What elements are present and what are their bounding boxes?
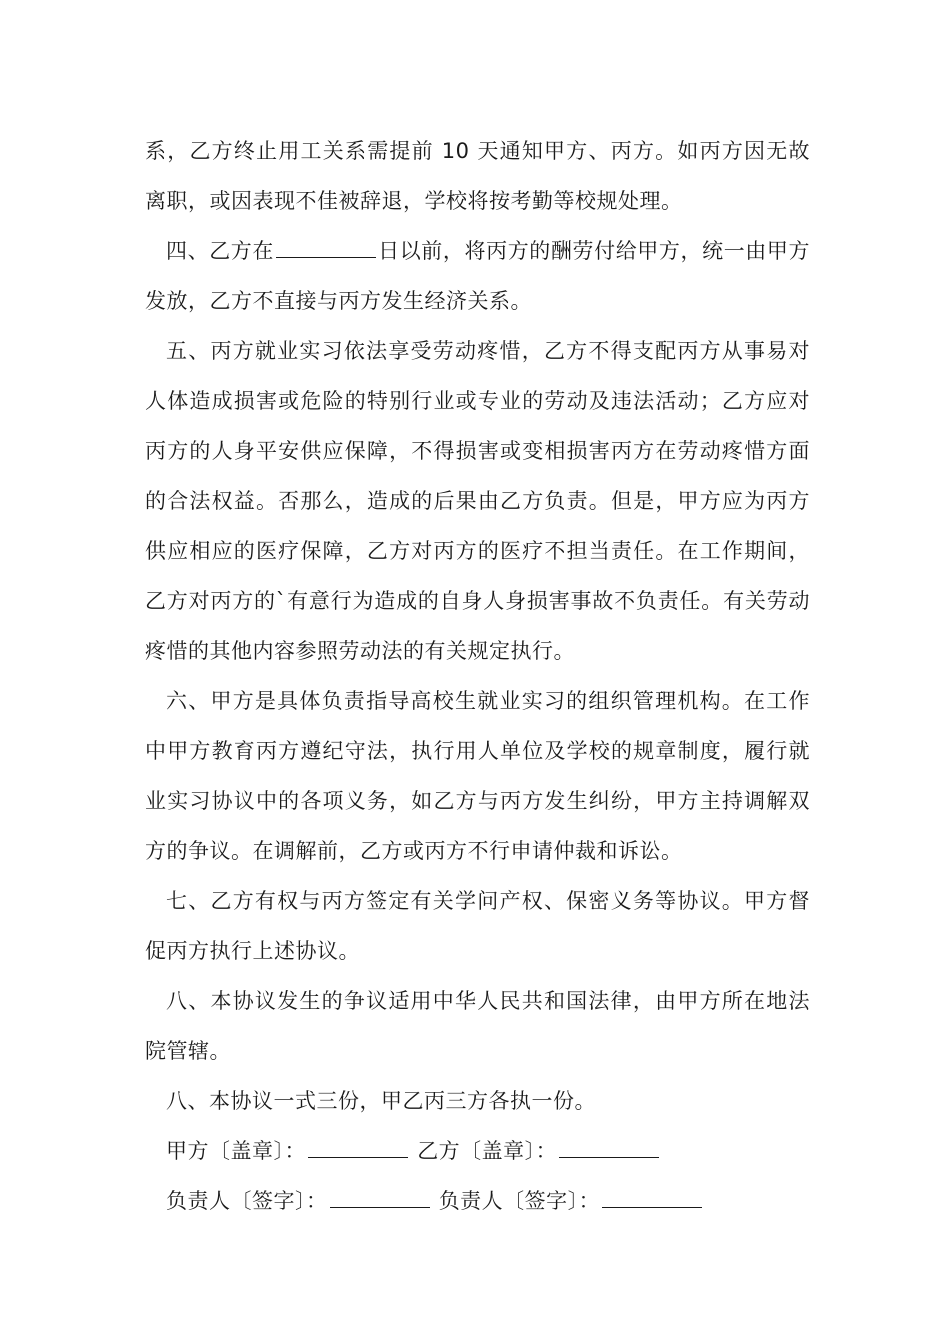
party-b-responsible-label: 负责人〔签字〕： (438, 1189, 601, 1213)
paragraph-clause-6: 六、甲方是具体负责指导高校生就业实习的组织管理机构。在工作中甲方教育丙方遵纪守法，执行用人单位及学校的规章制度，履行就业实习协议中的各项义务，如乙方与丙方发生纠纷，甲方主持调解双方的争议。在调解前，乙方或丙方不行申请仲裁和诉讼。 (145, 689, 810, 863)
clause-4-text-before: 四、乙方在 (166, 239, 274, 263)
paragraph-clause-5: 五、丙方就业实习依法享受劳动疼惜，乙方不得支配丙方从事易对人体造成损害或危险的特别行业或专业的劳动及违法活动；乙方应对丙方的人身平安供应保障，不得损害或变相损害丙方在劳动疼惜方面的合法权益。否那么，造成的后果由乙方负责。但是，甲方应为丙方供应相应的医疗保障，乙方对丙方的医疗不担当责任。在工作期间，乙方对丙方的`有意行为造成的自身人身损害事故不负责任。有关劳动疼惜的其他内容参照劳动法的有关规定执行。 (145, 339, 810, 663)
paragraph-clause-8-copies: 八、本协议一式三份，甲乙丙三方各执一份。 (166, 1089, 596, 1113)
clause-4-text-after: 日以前，将丙方的酬劳付给甲方，统一由甲方发放，乙方不直接与丙方发生经济关系。 (145, 239, 810, 313)
party-a-signature-blank[interactable] (330, 1185, 430, 1208)
party-a-seal-label: 甲方〔盖章〕： (166, 1139, 306, 1163)
signature-row-responsible (145, 1176, 810, 1226)
paragraph-clause-4 (145, 226, 810, 326)
signature-row-seal (145, 1126, 810, 1176)
party-a-seal-blank[interactable] (308, 1135, 408, 1158)
date-blank-line[interactable] (276, 235, 376, 258)
paragraph-clause-7: 七、乙方有权与丙方签定有关学问产权、保密义务等协议。甲方督促丙方执行上述协议。 (145, 889, 810, 963)
party-a-responsible-label: 负责人〔签字〕： (166, 1189, 328, 1213)
paragraph-continuation: 系，乙方终止用工关系需提前 10 天通知甲方、丙方。如丙方因无故离职，或因表现不佳被辞退，学校将按考勤等校规处理。 (145, 139, 810, 213)
party-b-signature-blank[interactable] (602, 1185, 702, 1208)
document-body (145, 126, 810, 1226)
party-b-seal-label: 乙方〔盖章〕： (417, 1139, 558, 1163)
paragraph-clause-8-law: 八、本协议发生的争议适用中华人民共和国法律，由甲方所在地法院管辖。 (145, 989, 810, 1063)
party-b-seal-blank[interactable] (559, 1135, 659, 1158)
